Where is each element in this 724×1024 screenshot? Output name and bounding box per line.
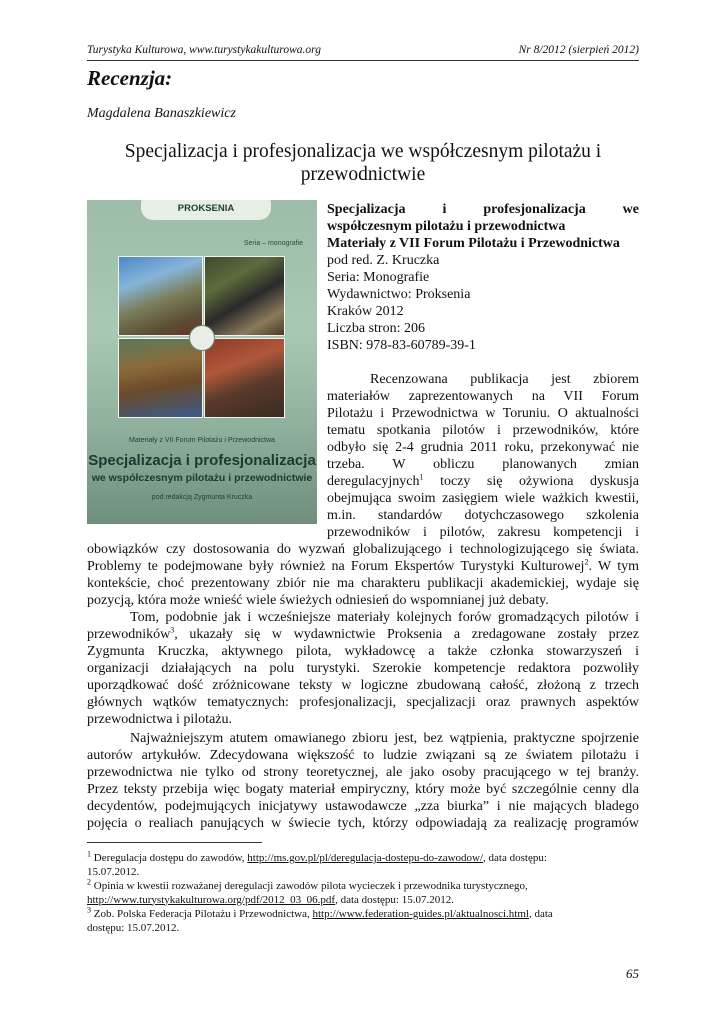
footnote-2: $^2$ Opinia w kwestii rozważanej deregulacji zawodów pilota wycieczek i przewodnika turystycznego, http://www.turystykakulturowa.org/pdf/2012_03_06.pdf, data dostępu: 15.07.2012. <box>87 877 528 906</box>
footnote-ref-1[interactable]: 1 <box>419 472 424 482</box>
cover-editor: pod redakcją Zygmunta Kruczka <box>151 494 253 501</box>
cover-materials: Materiały z VII Forum Pilotażu i Przewodnictwa <box>129 437 275 444</box>
cover-photo-mountains <box>118 256 203 336</box>
footnote-1-link[interactable]: http://ms.gov.pl/pl/deregulacja-dostepu-do-zawodow/ <box>247 852 484 864</box>
article-title: Specjalizacja i profesjonalizacja we współczesnym pilotażu i przewodnictwie <box>124 141 602 185</box>
cover-photo-building <box>204 338 285 418</box>
footnote-2-link[interactable]: http://www.turystykakulturowa.org/pdf/2012_03_06.pdf <box>87 893 336 906</box>
cover-title-line2: we współczesnym pilotażu i przewodnictwie <box>91 472 313 484</box>
footnote-ref-3[interactable]: 3 <box>170 625 175 635</box>
issue-number: Nr 8/2012 (sierpień 2012) <box>518 44 639 56</box>
cover-circle-ornament <box>189 325 215 351</box>
book-info: Specjalizacja i profesjonalizacja we współczesnym pilotażu i przewodnictwa Materiały z VII Forum Pilotażu i Przewodnictwa pod red. Z. Kruczka Seria: Monografie Wydawnictwo: Proksenia Kraków 2012 Liczba stron: 206 ISBN: 978-83-60789-39-1 <box>327 202 639 353</box>
section-label: Recenzja: <box>87 66 173 90</box>
page-number: 65 <box>626 966 639 981</box>
footnote-separator <box>87 842 262 843</box>
running-header <box>87 44 639 61</box>
author-name: Magdalena Banaszkiewicz <box>87 106 236 121</box>
cover-publisher: PROKSENIA <box>141 200 271 220</box>
footnote-ref-2[interactable]: 2 <box>584 557 589 567</box>
footnote-3: $^3$ Zob. Polska Federacja Pilotażu i Przewodnictwa, http://www.federation-guides.pl/aktualnosci.html, data dostępu: 15.07.2012. <box>87 905 553 934</box>
footnote-1: $^1$ Deregulacja dostępu do zawodów, http://ms.gov.pl/pl/deregulacja-dostepu-do-zawodow/, data dostępu: 15.07.2012. <box>87 849 547 878</box>
footnote-3-link[interactable]: http://www.federation-guides.pl/aktualnosci.html <box>312 908 529 920</box>
cover-title-line1: Specjalizacja i profesjonalizacja <box>88 452 316 469</box>
cover-photo-guides <box>204 256 285 336</box>
journal-name: Turystyka Kulturowa, www.turystykakulturowa.org <box>87 44 321 56</box>
cover-series: Seria – monografie <box>243 240 303 247</box>
cover-photo-signboard <box>118 338 203 418</box>
book-cover-image <box>87 200 317 524</box>
